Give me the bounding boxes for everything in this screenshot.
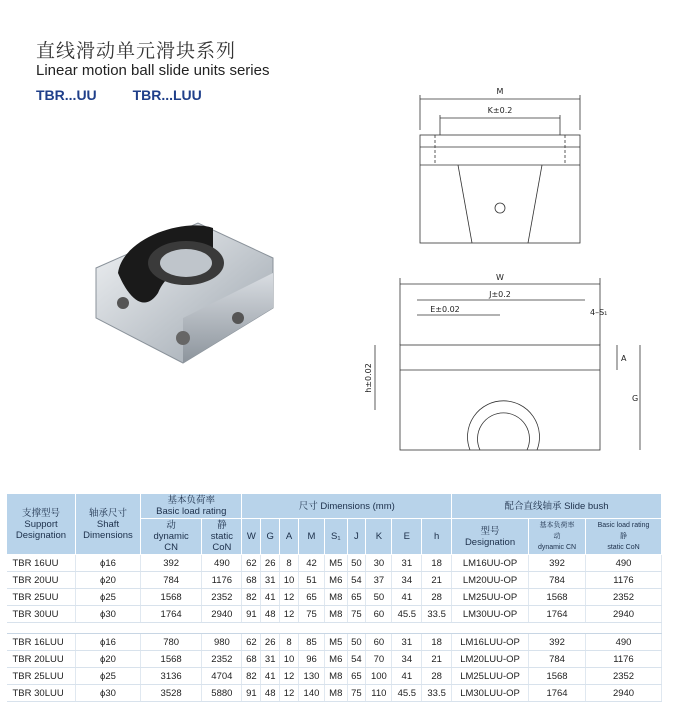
table-cell: 980 — [202, 634, 242, 651]
table-cell: 21 — [422, 572, 452, 589]
table-cell: 70 — [366, 651, 392, 668]
product-photo — [88, 198, 278, 368]
table-cell: 2352 — [586, 589, 662, 606]
table-cell: 82 — [242, 668, 261, 685]
table-cell: 54 — [347, 572, 366, 589]
table-cell: ϕ25 — [76, 589, 141, 606]
header-bush-static: Basic load rating 静 static CoN — [586, 519, 662, 555]
title-english: Linear motion ball slide units series — [36, 62, 270, 79]
table-cell: 91 — [242, 685, 261, 702]
table-cell: ϕ30 — [76, 606, 141, 623]
table-cell: 490 — [586, 555, 662, 572]
table-cell: 62 — [242, 634, 261, 651]
table-cell: LM20LUU-OP — [452, 651, 529, 668]
header-dynamic: 动 dynamic CN — [141, 519, 202, 555]
table-cell: 45.5 — [392, 606, 422, 623]
table-cell: 33.5 — [422, 685, 452, 702]
table-cell: M6 — [325, 651, 347, 668]
header-k: K — [366, 519, 392, 555]
table-cell: 784 — [529, 572, 586, 589]
table-cell: 4704 — [202, 668, 242, 685]
table-cell: 31 — [392, 555, 422, 572]
table-cell: 18 — [422, 555, 452, 572]
table-cell: LM16LUU-OP — [452, 634, 529, 651]
table-cell: M8 — [325, 606, 347, 623]
table-cell: 1568 — [141, 651, 202, 668]
table-cell: M8 — [325, 685, 347, 702]
table-cell: 12 — [280, 668, 299, 685]
spec-table — [6, 493, 662, 702]
header-support: 支撑型号 Support Designation — [7, 494, 76, 555]
header-dimensions: 尺寸 Dimensions (mm) — [242, 494, 452, 519]
table-cell: 18 — [422, 634, 452, 651]
table-cell: 1568 — [529, 589, 586, 606]
table-cell: 10 — [280, 572, 299, 589]
table-cell: 34 — [392, 572, 422, 589]
table-cell: M6 — [325, 572, 347, 589]
table-cell: 1176 — [586, 572, 662, 589]
header-load: 基本负荷率 Basic load rating — [141, 494, 242, 519]
table-cell: M5 — [325, 555, 347, 572]
table-cell: 31 — [261, 651, 280, 668]
table-cell: 1764 — [529, 685, 586, 702]
table-row — [7, 634, 662, 651]
header-shaft: 轴承尺寸 Shaft Dimensions — [76, 494, 141, 555]
table-cell: 28 — [422, 668, 452, 685]
label-j: J±0.2 — [489, 290, 511, 299]
table-cell: 85 — [298, 634, 324, 651]
table-cell: LM30LUU-OP — [452, 685, 529, 702]
table-cell: 54 — [347, 651, 366, 668]
table-cell: 780 — [141, 634, 202, 651]
table-cell: TBR 25LUU — [7, 668, 76, 685]
table-cell: 31 — [392, 634, 422, 651]
label-m: M — [496, 87, 504, 96]
table-cell: ϕ25 — [76, 668, 141, 685]
table-cell: 12 — [280, 685, 299, 702]
header-bush-model: 型号 Designation — [452, 519, 529, 555]
table-cell: 5880 — [202, 685, 242, 702]
table-cell: 1764 — [141, 606, 202, 623]
table-cell: 110 — [366, 685, 392, 702]
table-row — [7, 589, 662, 606]
header-static: 静 static CoN — [202, 519, 242, 555]
header-bush: 配合直线轴承 Slide bush — [452, 494, 662, 519]
table-cell: 37 — [366, 572, 392, 589]
table-cell: 2352 — [202, 589, 242, 606]
table-cell: M5 — [325, 634, 347, 651]
label-a: A — [621, 354, 627, 363]
table-cell: 75 — [347, 606, 366, 623]
table-cell: 10 — [280, 651, 299, 668]
model-series — [36, 87, 234, 103]
table-body-uu — [7, 555, 662, 623]
table-cell: 31 — [261, 572, 280, 589]
table-cell: 490 — [202, 555, 242, 572]
label-h: h±0.02 — [364, 363, 373, 393]
table-cell: 91 — [242, 606, 261, 623]
table-cell: 12 — [280, 589, 299, 606]
table-cell: 26 — [261, 555, 280, 572]
table-cell: 33.5 — [422, 606, 452, 623]
table-cell: 34 — [392, 651, 422, 668]
table-cell: 41 — [261, 668, 280, 685]
table-gap — [7, 623, 662, 634]
header-s1: S₁ — [325, 519, 347, 555]
table-cell: 42 — [298, 555, 324, 572]
table-cell: 2352 — [202, 651, 242, 668]
table-cell: 41 — [392, 589, 422, 606]
table-cell: 75 — [347, 685, 366, 702]
table-cell: 45.5 — [392, 685, 422, 702]
table-cell: 2352 — [586, 668, 662, 685]
table-cell: 60 — [366, 634, 392, 651]
table-cell: 68 — [242, 572, 261, 589]
table-cell: 41 — [392, 668, 422, 685]
table-cell: TBR 30LUU — [7, 685, 76, 702]
table-row — [7, 651, 662, 668]
table-cell: 50 — [347, 555, 366, 572]
table-cell: TBR 25UU — [7, 589, 76, 606]
header-a: A — [280, 519, 299, 555]
table-cell: 51 — [298, 572, 324, 589]
header-h: h — [422, 519, 452, 555]
model-uu: TBR...UU — [36, 87, 97, 103]
table-cell: 65 — [347, 589, 366, 606]
table-cell: 82 — [242, 589, 261, 606]
label-e: E±0.02 — [430, 305, 460, 314]
table-cell: TBR 16UU — [7, 555, 76, 572]
header-m: M — [298, 519, 324, 555]
table-cell: 68 — [242, 651, 261, 668]
table-cell: 490 — [586, 634, 662, 651]
model-luu: TBR...LUU — [132, 87, 202, 103]
table-cell: 50 — [366, 589, 392, 606]
table-cell: 75 — [298, 606, 324, 623]
table-cell: 65 — [347, 668, 366, 685]
table-cell: 3136 — [141, 668, 202, 685]
table-cell: 392 — [141, 555, 202, 572]
table-row — [7, 685, 662, 702]
table-cell: TBR 30UU — [7, 606, 76, 623]
label-k: K±0.2 — [487, 106, 513, 115]
table-cell: TBR 20UU — [7, 572, 76, 589]
table-cell: LM25LUU-OP — [452, 668, 529, 685]
table-cell: 30 — [366, 555, 392, 572]
table-cell: ϕ30 — [76, 685, 141, 702]
header-w: W — [242, 519, 261, 555]
table-row — [7, 606, 662, 623]
table-cell: 65 — [298, 589, 324, 606]
table-row — [7, 572, 662, 589]
table-cell: 21 — [422, 651, 452, 668]
table-cell: 392 — [529, 634, 586, 651]
table-cell: 2940 — [586, 606, 662, 623]
table-body-luu — [7, 634, 662, 702]
table-cell: 48 — [261, 606, 280, 623]
table-cell: 28 — [422, 589, 452, 606]
table-cell: LM25UU-OP — [452, 589, 529, 606]
table-cell: 26 — [261, 634, 280, 651]
table-cell: 1764 — [529, 606, 586, 623]
header-bush-dynamic: 基本负荷率 动 dynamic CN — [529, 519, 586, 555]
table-cell: 50 — [347, 634, 366, 651]
table-cell: 392 — [529, 555, 586, 572]
table-cell: ϕ16 — [76, 634, 141, 651]
table-cell: 1176 — [202, 572, 242, 589]
header-g: G — [261, 519, 280, 555]
table-cell: 12 — [280, 606, 299, 623]
table-cell: LM16UU-OP — [452, 555, 529, 572]
title-chinese: 直线滑动单元滑块系列 — [36, 40, 237, 62]
label-g: G — [632, 394, 639, 403]
table-cell: ϕ20 — [76, 572, 141, 589]
table-cell: 1568 — [529, 668, 586, 685]
table-cell: 8 — [280, 634, 299, 651]
table-cell: LM20UU-OP — [452, 572, 529, 589]
table-cell: 1176 — [586, 651, 662, 668]
table-cell: 48 — [261, 685, 280, 702]
table-cell: 96 — [298, 651, 324, 668]
table-cell: 3528 — [141, 685, 202, 702]
table-cell: 784 — [529, 651, 586, 668]
table-cell: M8 — [325, 668, 347, 685]
table-cell: 62 — [242, 555, 261, 572]
table-row — [7, 668, 662, 685]
table-cell: 60 — [366, 606, 392, 623]
header-e: E — [392, 519, 422, 555]
label-w: W — [496, 273, 504, 282]
table-cell: M8 — [325, 589, 347, 606]
table-cell: 784 — [141, 572, 202, 589]
table-cell: 1568 — [141, 589, 202, 606]
table-cell: 2940 — [202, 606, 242, 623]
table-cell: 41 — [261, 589, 280, 606]
table-cell: 100 — [366, 668, 392, 685]
table-cell: TBR 20LUU — [7, 651, 76, 668]
table-cell: TBR 16LUU — [7, 634, 76, 651]
table-cell: 8 — [280, 555, 299, 572]
front-view-drawing — [355, 270, 645, 460]
table-cell: 2940 — [586, 685, 662, 702]
label-s1: 4–S₁ — [590, 308, 608, 317]
table-cell: 140 — [298, 685, 324, 702]
table-cell: ϕ16 — [76, 555, 141, 572]
top-view-drawing — [400, 85, 610, 255]
table-cell: ϕ20 — [76, 651, 141, 668]
table-cell: 130 — [298, 668, 324, 685]
table-cell: LM30UU-OP — [452, 606, 529, 623]
table-row — [7, 555, 662, 572]
header-j: J — [347, 519, 366, 555]
